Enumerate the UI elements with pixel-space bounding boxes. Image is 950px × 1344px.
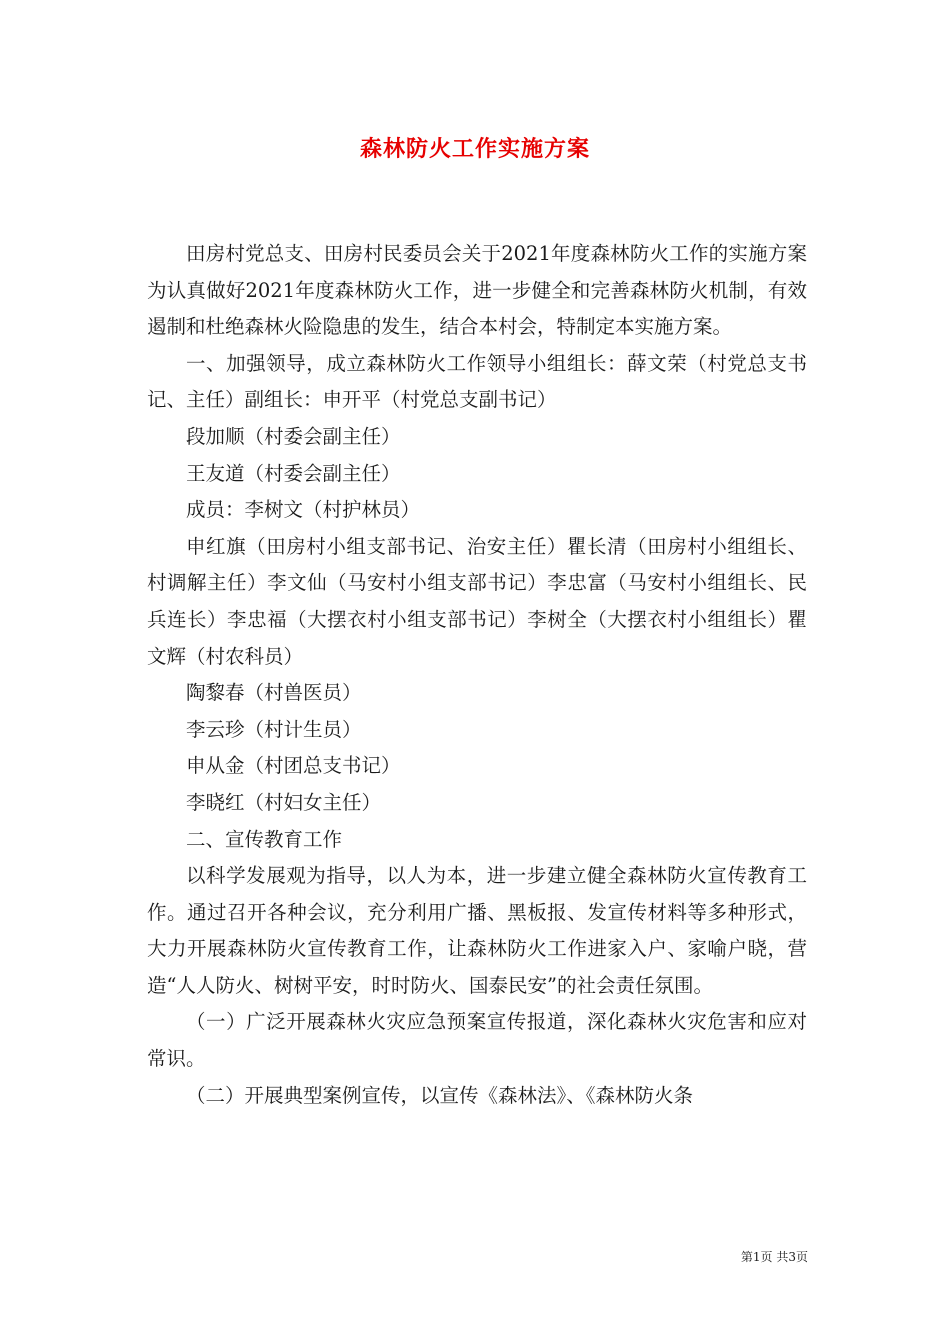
- paragraph-leadership: 一、加强领导，成立森林防火工作领导小组组长：薛文荣（村党总支书记、主任）副组长：申开平（村党总支副书记）: [147, 351, 807, 412]
- paragraph-publicity: 以科学发展观为指导，以人为本，进一步建立健全森林防火宣传教育工作。通过召开各种会议，充分利用广播、黑板报、发宣传材料等多种形式，大力开展森林防火宣传教育工作，让森林防火工作进家入户、家喻户晓，营造“人人防火、树树平安，时时防火、国泰民安”的社会责任氛围。: [147, 864, 807, 997]
- paragraph-member-tao: 陶黎春（村兽医员）: [186, 681, 362, 705]
- paragraph-members-list: 申红旗（田房村小组支部书记、治安主任）瞿长清（田房村小组组长、村调解主任）李文仙（马安村小组支部书记）李忠富（马安村小组组长、民兵连长）李忠福（大摆衣村小组支部书记）李树全（大摆衣村小组组长）瞿文辉（村农科员）: [147, 534, 807, 668]
- document-title: 森林防火工作实施方案: [359, 136, 590, 162]
- page-number: 第1页 共3页: [740, 1250, 808, 1264]
- paragraph-member-wang: 王友道（村委会副主任）: [186, 461, 401, 485]
- paragraph-members-label: 成员：李树文（村护林员）: [186, 498, 421, 522]
- paragraph-member-li-yunzhen: 李云珍（村计生员）: [186, 717, 362, 741]
- document-body: [147, 236, 807, 1114]
- paragraph-item-2: （二）开展典型案例宣传，以宣传《森林法》、《森林防火条: [186, 1083, 694, 1107]
- paragraph-member-duan: 段加顺（村委会副主任）: [186, 424, 401, 448]
- section-heading-publicity: 二、宣传教育工作: [186, 827, 343, 851]
- paragraph-member-shen: 申从金（村团总支书记）: [186, 754, 401, 778]
- paragraph-item-1: （一）广泛开展森林火灾应急预案宣传报道，深化森林火灾危害和应对常识。: [147, 1010, 807, 1071]
- paragraph-member-li-xiaohong: 李晓红（村妇女主任）: [186, 790, 382, 814]
- paragraph-intro: 田房村党总支、田房村民委员会关于2021年度森林防火工作的实施方案为认真做好2021年度森林防火工作，进一步健全和完善森林防火机制，有效遏制和杜绝森林火险隐患的发生，结合本村会，特制定本实施方案。: [147, 242, 807, 339]
